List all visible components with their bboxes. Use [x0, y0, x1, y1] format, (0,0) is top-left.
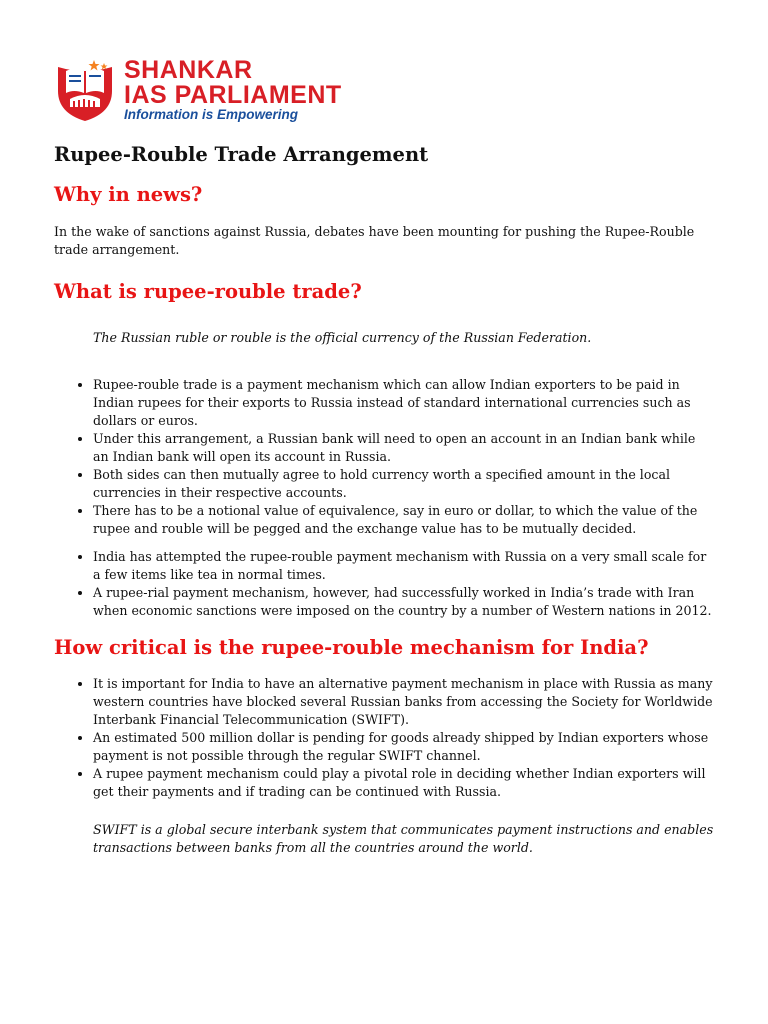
section-heading-what-is-rupee-rouble: What is rupee-rouble trade? — [54, 280, 362, 303]
list-item: • Under this arrangement, a Russian bank will need to open an account in an Indian bank while an Indian bank will open its account in Russia. — [93, 430, 714, 466]
logo-tagline: Information is Empowering — [124, 107, 299, 122]
section-paragraph-why-in-news: In the wake of sanctions against Russia, debates have been mounting for pushing the Rupee-Rouble trade arrangement. — [54, 224, 695, 257]
section-heading-how-critical: How critical is the rupee-rouble mechanism for India? — [54, 636, 649, 659]
article-body — [54, 142, 714, 857]
parliament-emblem-icon — [54, 57, 116, 123]
bullet-list-how-critical — [54, 675, 714, 801]
list-item: • A rupee-rial payment mechanism, however, had successfully worked in India’s trade with Iran when economic sanctions were imposed on the country by a number of Western nations in 2012. — [93, 584, 714, 620]
bullet-list-history — [54, 548, 714, 620]
logo-title-line2: IAS PARLIAMENT — [124, 81, 342, 109]
note-ruble-definition: The Russian ruble or rouble is the official currency of the Russian Federation. — [93, 330, 592, 345]
bullet-list-what-is — [54, 376, 714, 538]
note-swift-definition: SWIFT is a global secure interbank system that communicates payment instructions and enables transactions between banks from all the countries around the world. — [93, 822, 714, 855]
list-item: • Rupee-rouble trade is a payment mechanism which can allow Indian exporters to be paid in Indian rupees for their exports to Russia instead of standard international currencies such as dollars or euros. — [93, 376, 714, 430]
article-title: Rupee-Rouble Trade Arrangement — [54, 143, 429, 166]
list-item: • Both sides can then mutually agree to hold currency worth a specified amount in the local currencies in their respective accounts. — [93, 466, 714, 502]
brand-logo — [54, 57, 394, 127]
list-item: • A rupee payment mechanism could play a pivotal role in deciding whether Indian exporters will get their payments and if trading can be continued with Russia. — [93, 765, 714, 801]
list-item: • There has to be a notional value of equivalence, say in euro or dollar, to which the value of the rupee and rouble will be pegged and the exchange value has to be mutually decided. — [93, 502, 714, 538]
list-item: • It is important for India to have an alternative payment mechanism in place with Russia as many western countries have blocked several Russian banks from accessing the Society for Worldwide Interbank Financial Telecommunication (SWIFT). — [93, 675, 714, 729]
list-item: • An estimated 500 million dollar is pending for goods already shipped by Indian exporters whose payment is not possible through the regular SWIFT channel. — [93, 729, 714, 765]
list-item: • India has attempted the rupee-rouble payment mechanism with Russia on a very small scale for a few items like tea in normal times. — [93, 548, 714, 584]
section-heading-why-in-news: Why in news? — [54, 183, 203, 206]
logo-title-line1: SHANKAR — [124, 56, 253, 84]
